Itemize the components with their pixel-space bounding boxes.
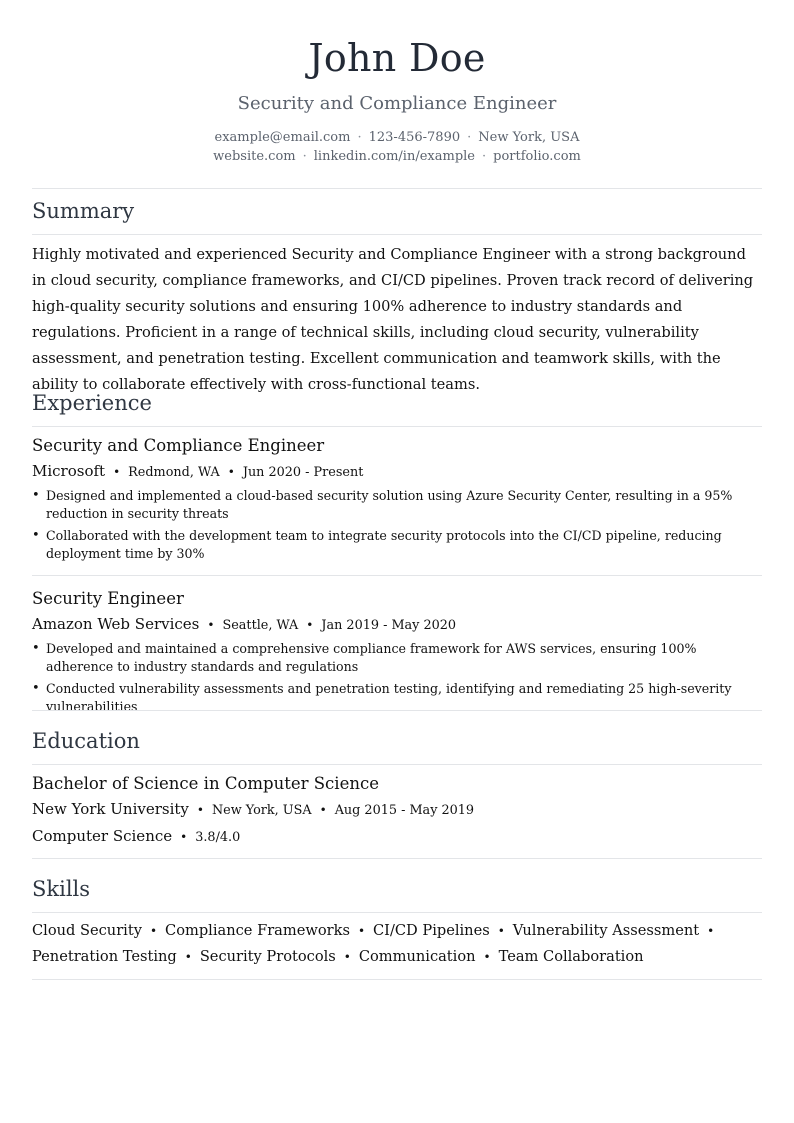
education-entry	[32, 773, 762, 848]
job-meta	[32, 614, 762, 636]
experience-divider	[32, 426, 762, 427]
skill-item: Vulnerability Assessment	[512, 922, 700, 939]
contact-separator: ·	[482, 149, 487, 164]
skills-line-1	[32, 918, 762, 944]
skill-item: CI/CD Pipelines	[373, 922, 490, 939]
contact-separator: ·	[302, 149, 307, 164]
skill-item: Cloud Security	[32, 922, 142, 939]
job-company: Amazon Web Services	[32, 615, 200, 633]
job-bullet: • Conducted vulnerability assessments and penetration testing, identifying and remediating 25 high-severity vulnerabilities	[32, 680, 762, 716]
job-meta	[32, 461, 762, 483]
skills-end-divider	[32, 979, 762, 980]
linkedin-link[interactable]: linkedin.com/in/example	[313, 149, 475, 164]
skill-dot: •	[149, 924, 158, 938]
school-name: New York University	[32, 800, 189, 818]
school-location: New York, USA	[211, 803, 312, 818]
summary-text: Highly motivated and experienced Security and Compliance Engineer with a strong background in cloud security, compliance frameworks, and CI/CD pipelines. Proven track record of delivering high-quality security solutions and ensuring 100% adherence to industry standards and regulations. Proficient in a range of technical skills, including cloud security, vulnerability assessment, and penetration testing. Excellent communication and teamwork skills, with the ability to collaborate effectively with cross-functional teams.	[32, 246, 754, 393]
candidate-name: John Doe	[308, 36, 486, 80]
job-title: Security Engineer	[32, 589, 184, 608]
skill-dot: •	[707, 924, 715, 938]
contact-separator: ·	[357, 130, 362, 145]
candidate-title: Security and Compliance Engineer	[237, 93, 557, 114]
job-divider	[32, 575, 762, 576]
header-divider	[32, 188, 762, 189]
skill-item: Compliance Frameworks	[165, 922, 350, 939]
job-location: Seattle, WA	[222, 618, 299, 633]
location: New York, USA	[478, 130, 580, 145]
summary-heading: Summary	[32, 199, 135, 223]
skill-item: Security Protocols	[199, 948, 336, 965]
job-bullet: • Designed and implemented a cloud-based security solution using Azure Security Center, resulting in a 95% reduction in security threats	[32, 487, 762, 523]
skills-list	[32, 918, 762, 970]
skill-dot: •	[184, 950, 192, 964]
meta-dot: •	[306, 618, 314, 632]
skill-dot: •	[357, 924, 366, 938]
meta-dot: •	[196, 803, 204, 817]
education-dates: Aug 2015 - May 2019	[334, 803, 475, 818]
meta-dot: •	[207, 618, 215, 632]
email-link[interactable]: example@email.com	[214, 130, 351, 145]
job-bullet: • Collaborated with the development team to integrate security protocols into the CI/CD pipeline, reducing deployment time by 30%	[32, 527, 762, 563]
contact-info	[32, 128, 762, 166]
skill-item: Team Collaboration	[498, 948, 644, 965]
skills-line-2	[32, 944, 762, 970]
degree-title: Bachelor of Science in Computer Science	[32, 774, 379, 793]
meta-dot: •	[227, 465, 235, 479]
meta-dot: •	[180, 830, 188, 844]
meta-dot: •	[113, 465, 121, 479]
portfolio-link[interactable]: portfolio.com	[493, 149, 581, 164]
resume-header	[32, 0, 762, 166]
job-dates: Jan 2019 - May 2020	[321, 618, 457, 633]
job-entry	[32, 435, 762, 563]
education-meta	[32, 799, 762, 821]
job-bullet: • Developed and maintained a comprehensive compliance framework for AWS services, ensuring 100% adherence to industry standards and regulations	[32, 640, 762, 676]
skills-heading: Skills	[32, 877, 91, 901]
job-entry	[32, 588, 762, 716]
education-heading: Education	[32, 729, 140, 753]
job-bullets	[32, 487, 762, 563]
job-dates: Jun 2020 - Present	[242, 465, 364, 480]
skill-item: Penetration Testing	[32, 948, 177, 965]
field-of-study: Computer Science	[32, 827, 173, 845]
meta-dot: •	[319, 803, 327, 817]
skill-item: Communication	[358, 948, 476, 965]
education-field-row	[32, 826, 762, 848]
job-title: Security and Compliance Engineer	[32, 436, 325, 455]
website-link[interactable]: website.com	[213, 149, 296, 164]
experience-end-divider	[32, 710, 762, 711]
job-bullets	[32, 640, 762, 716]
job-location: Redmond, WA	[128, 465, 220, 480]
skills-divider	[32, 912, 762, 913]
skill-dot: •	[497, 924, 505, 938]
gpa: 3.8/4.0	[195, 830, 241, 845]
education-end-divider	[32, 858, 762, 859]
experience-heading: Experience	[32, 391, 152, 415]
phone-number: 123-456-7890	[368, 130, 461, 145]
contact-line-2	[32, 147, 762, 166]
contact-separator: ·	[467, 130, 472, 145]
skill-dot: •	[483, 950, 491, 964]
skill-dot: •	[343, 950, 351, 964]
summary-divider	[32, 234, 762, 235]
job-company: Microsoft	[32, 462, 106, 480]
education-divider	[32, 764, 762, 765]
contact-line-1	[32, 128, 762, 147]
